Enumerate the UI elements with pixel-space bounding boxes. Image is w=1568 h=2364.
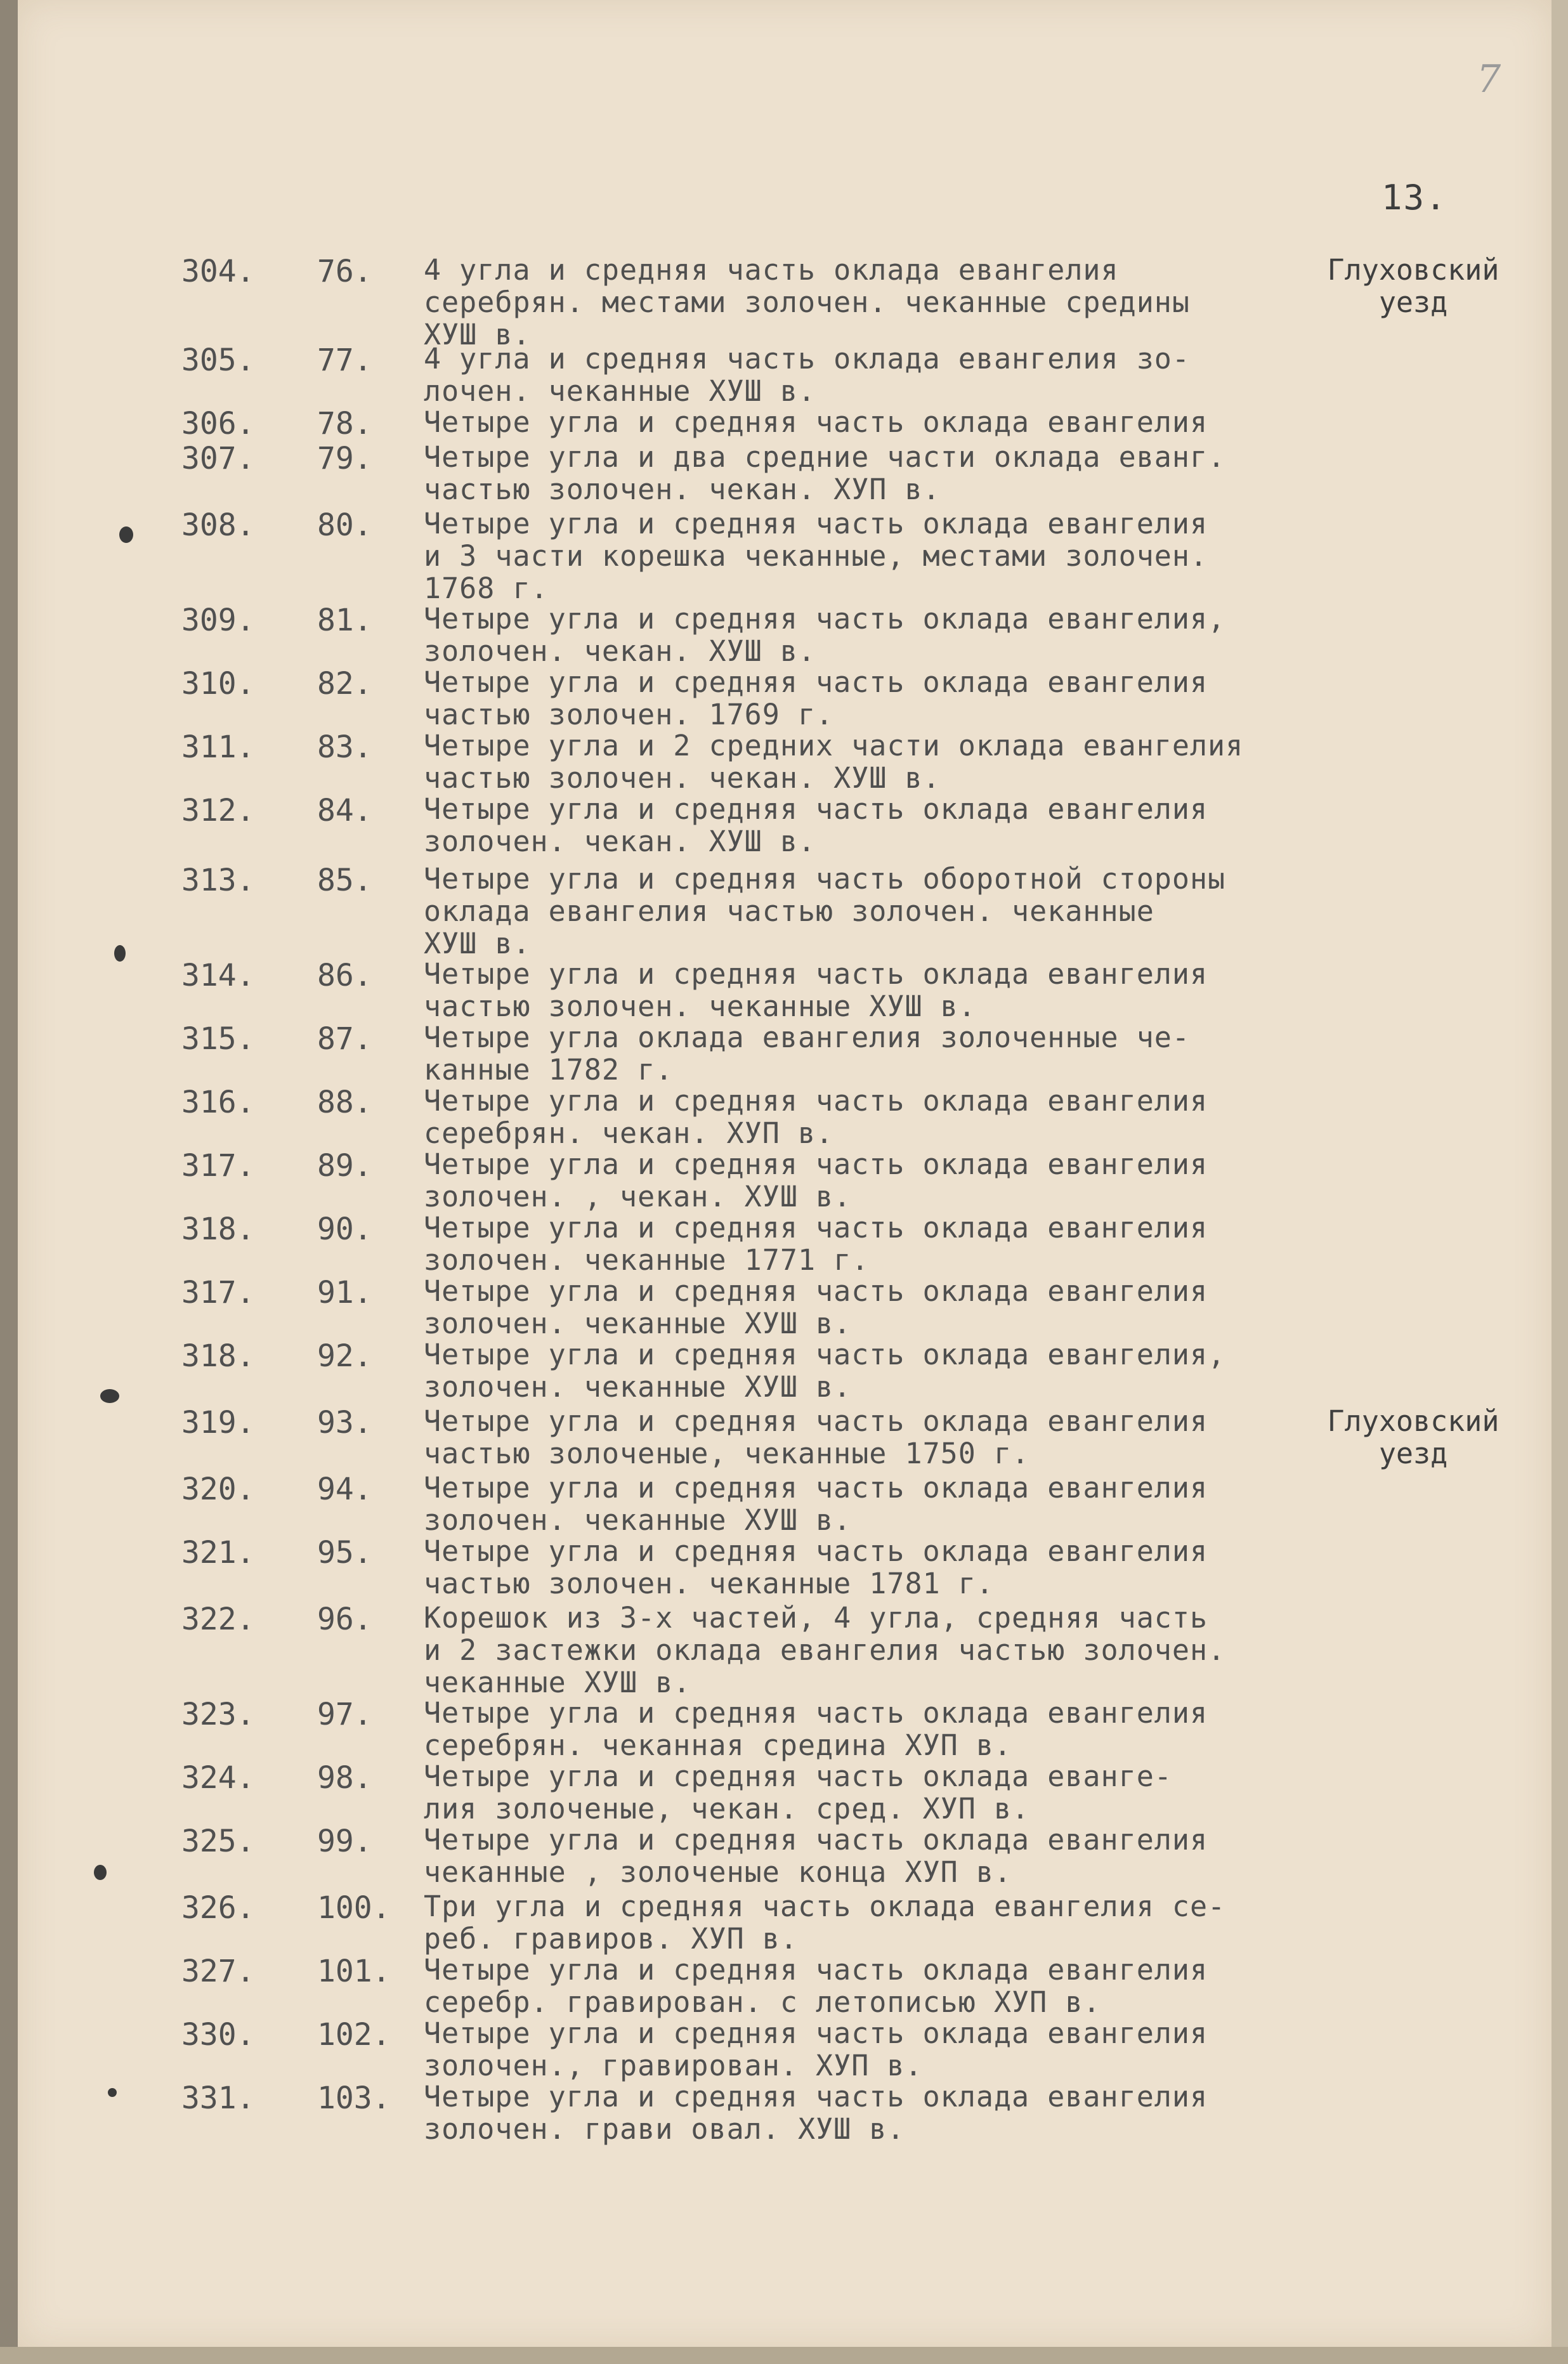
description-line: Четыре угла и 2 средних части оклада евангелия [424, 729, 1244, 762]
description-line: золочен. , чекан. ХУШ в. [424, 1180, 852, 1213]
entry-number: 313. [181, 863, 255, 898]
description-line: лия золоченые, чекан. сред. ХУП в. [424, 1792, 1030, 1825]
description-line: золочен. чеканные ХУШ в. [424, 1307, 852, 1340]
ink-blot [114, 945, 126, 962]
item-description [424, 406, 1337, 438]
description-line: золочен. чекан. ХУШ в. [424, 634, 816, 668]
entry-number: 331. [181, 2080, 255, 2116]
description-line: Четыре угла и средняя часть оклада евангелия [424, 1953, 1208, 1987]
description-line: частью золочен. чеканные ХУШ в. [424, 989, 976, 1023]
description-line: частью золочен. 1769 г. [424, 698, 834, 731]
inventory-number: 84. [317, 793, 372, 828]
description-line: Четыре угла и средняя часть оклада евангелия [424, 1696, 1208, 1730]
page-number: 13. [1382, 178, 1447, 218]
description-line: Четыре угла и средняя часть оклада евангелия [424, 2016, 1208, 2050]
description-line: Четыре угла и два средние части оклада еванг. [424, 440, 1226, 474]
entry-number: 311. [181, 729, 255, 765]
entry-number: 309. [181, 603, 255, 638]
description-line: серебрян. чеканная средина ХУП в. [424, 1728, 1012, 1762]
inventory-number: 102. [317, 2017, 391, 2053]
place-line: уезд [1378, 285, 1448, 319]
entry-number: 324. [181, 1760, 255, 1796]
description-line: чеканные ХУШ в. [424, 1666, 691, 1699]
scan-edge-right [1552, 0, 1568, 2364]
item-description [424, 1760, 1337, 1825]
ink-blot [108, 2088, 117, 2097]
inventory-number: 91. [317, 1275, 372, 1310]
entry-number: 330. [181, 2017, 255, 2053]
inventory-number: 100. [317, 1890, 391, 1926]
description-line: Четыре угла и средняя часть оклада евангелия [424, 1147, 1208, 1181]
description-line: золочен., гравирован. ХУП в. [424, 2049, 923, 2082]
inventory-number: 82. [317, 666, 372, 702]
inventory-number: 83. [317, 729, 372, 765]
inventory-number: 98. [317, 1760, 372, 1796]
inventory-number: 86. [317, 958, 372, 993]
entry-number: 317. [181, 1148, 255, 1184]
description-line: канные 1782 г. [424, 1053, 674, 1087]
description-line: Три угла и средняя часть оклада евангелия се- [424, 1890, 1226, 1923]
description-line: Корешок из 3-х частей, 4 угла, средняя часть [424, 1601, 1208, 1635]
description-line: Четыре угла и средняя часть оклада евангелия [424, 405, 1208, 439]
description-line: Четыре угла оклада евангелия золоченные че- [424, 1021, 1190, 1054]
description-line: Четыре угла и средняя часть оклада евангелия [424, 792, 1208, 826]
item-description [424, 729, 1337, 794]
description-line: золочен. чекан. ХУШ в. [424, 825, 816, 858]
entry-number: 316. [181, 1085, 255, 1120]
item-description [424, 2080, 1337, 2145]
description-line: Четыре угла и средняя часть оклада евангелия, [424, 1338, 1226, 1371]
inventory-number: 80. [317, 507, 372, 543]
description-line: Четыре угла и средняя часть оклада еванге- [424, 1760, 1172, 1793]
entry-number: 304. [181, 254, 255, 289]
description-line: серебрян. чекан. ХУП в. [424, 1116, 834, 1150]
origin-place [1293, 1405, 1534, 1470]
description-line: ХУШ в. [424, 927, 531, 960]
ink-blot [94, 1865, 107, 1880]
item-description [424, 1021, 1337, 1086]
item-description [424, 1472, 1337, 1536]
entry-number: 322. [181, 1602, 255, 1637]
inventory-number: 76. [317, 254, 372, 289]
item-description [424, 1338, 1337, 1403]
description-line: частью золочен. чекан. ХУП в. [424, 473, 941, 506]
item-description [424, 603, 1337, 667]
folio-mark: 7 [1477, 57, 1501, 101]
item-description [424, 793, 1337, 858]
description-line: 4 угла и средняя часть оклада евангелия [424, 253, 1119, 287]
document-sheet [18, 0, 1552, 2347]
description-line: Четыре угла и средняя часть оборотной стороны [424, 862, 1226, 896]
item-description [424, 863, 1337, 960]
scan-edge-left [0, 0, 18, 2364]
item-description [424, 1890, 1337, 1955]
ink-blot [119, 526, 133, 543]
entry-number: 312. [181, 793, 255, 828]
item-description [424, 1602, 1337, 1699]
entry-number: 318. [181, 1338, 255, 1374]
item-description [424, 507, 1337, 604]
description-line: Четыре угла и средняя часть оклада евангелия [424, 957, 1208, 991]
item-description [424, 1697, 1337, 1761]
item-description [424, 1275, 1337, 1340]
inventory-number: 81. [317, 603, 372, 638]
entry-number: 318. [181, 1211, 255, 1247]
item-description [424, 958, 1337, 1022]
inventory-number: 99. [317, 1824, 372, 1859]
item-description [424, 254, 1337, 351]
place-line: Глуховский [1327, 1404, 1499, 1438]
description-line: Четыре угла и средняя часть оклада евангелия [424, 1823, 1208, 1857]
inventory-number: 93. [317, 1405, 372, 1440]
description-line: Четыре угла и средняя часть оклада евангелия [424, 665, 1208, 699]
inventory-number: 101. [317, 1954, 391, 1989]
item-description [424, 1824, 1337, 1888]
item-description [424, 1405, 1337, 1470]
entry-number: 320. [181, 1472, 255, 1507]
entry-number: 317. [181, 1275, 255, 1310]
inventory-number: 85. [317, 863, 372, 898]
entry-number: 306. [181, 406, 255, 441]
inventory-number: 77. [317, 343, 372, 378]
description-line: частью золоченые, чеканные 1750 г. [424, 1437, 1030, 1470]
place-line: уезд [1378, 1437, 1448, 1470]
origin-place [1293, 254, 1534, 318]
item-description [424, 1211, 1337, 1276]
item-description [424, 1085, 1337, 1149]
entry-number: 314. [181, 958, 255, 993]
place-line: Глуховский [1327, 253, 1499, 287]
description-line: и 2 застежки оклада евангелия частью золочен. [424, 1633, 1226, 1667]
entry-number: 308. [181, 507, 255, 543]
description-line: Четыре угла и средняя часть оклада евангелия [424, 1534, 1208, 1568]
inventory-number: 95. [317, 1535, 372, 1571]
description-line: золочен. грави овал. ХУШ в. [424, 2112, 905, 2146]
description-line: серебр. гравирован. с летописью ХУП в. [424, 1985, 1101, 2019]
entry-number: 323. [181, 1697, 255, 1732]
description-line: Четыре угла и средняя часть оклада евангелия, [424, 602, 1226, 636]
entry-number: 310. [181, 666, 255, 702]
description-line: Четыре угла и средняя часть оклада евангелия [424, 2080, 1208, 2113]
item-description [424, 343, 1337, 407]
entry-number: 315. [181, 1021, 255, 1057]
inventory-number: 97. [317, 1697, 372, 1732]
inventory-number: 79. [317, 441, 372, 476]
description-line: Четыре угла и средняя часть оклада евангелия [424, 1211, 1208, 1244]
description-line: частью золочен. чеканные 1781 г. [424, 1567, 994, 1600]
description-line: частью золочен. чекан. ХУШ в. [424, 761, 941, 795]
entry-number: 325. [181, 1824, 255, 1859]
entry-number: 321. [181, 1535, 255, 1571]
scan-edge-bottom [0, 2347, 1568, 2364]
description-line: 1768 г. [424, 571, 549, 605]
entry-number: 307. [181, 441, 255, 476]
item-description [424, 441, 1337, 506]
entry-number: 319. [181, 1405, 255, 1440]
inventory-number: 89. [317, 1148, 372, 1184]
description-line: золочен. чеканные 1771 г. [424, 1243, 870, 1277]
inventory-number: 94. [317, 1472, 372, 1507]
entry-number: 305. [181, 343, 255, 378]
item-description [424, 1535, 1337, 1600]
inventory-number: 90. [317, 1211, 372, 1247]
description-line: лочен. чеканные ХУШ в. [424, 374, 816, 408]
description-line: ХУШ в. [424, 318, 531, 351]
description-line: Четыре угла и средняя часть оклада евангелия [424, 1471, 1208, 1505]
item-description [424, 1954, 1337, 2018]
inventory-number: 78. [317, 406, 372, 441]
ink-blot [100, 1389, 119, 1403]
inventory-number: 87. [317, 1021, 372, 1057]
description-line: Четыре угла и средняя часть оклада евангелия [424, 507, 1208, 540]
inventory-number: 92. [317, 1338, 372, 1374]
description-line: золочен. чеканные ХУШ в. [424, 1370, 852, 1404]
inventory-number: 96. [317, 1602, 372, 1637]
entry-number: 326. [181, 1890, 255, 1926]
description-line: чеканные , золоченые конца ХУП в. [424, 1855, 1012, 1889]
description-line: 4 угла и средняя часть оклада евангелия зо- [424, 342, 1190, 375]
item-description [424, 1148, 1337, 1213]
description-line: реб. гравиров. ХУП в. [424, 1922, 798, 1956]
description-line: Четыре угла и средняя часть оклада евангелия [424, 1274, 1208, 1308]
entry-number: 327. [181, 1954, 255, 1989]
description-line: серебрян. местами золочен. чеканные средины [424, 285, 1190, 319]
description-line: оклада евангелия частью золочен. чеканные [424, 894, 1154, 928]
item-description [424, 666, 1337, 731]
description-line: и 3 части корешка чеканные, местами золочен. [424, 539, 1208, 573]
description-line: Четыре угла и средняя часть оклада евангелия [424, 1404, 1208, 1438]
inventory-number: 103. [317, 2080, 391, 2116]
inventory-number: 88. [317, 1085, 372, 1120]
description-line: золочен. чеканные ХУШ в. [424, 1503, 852, 1537]
item-description [424, 2017, 1337, 2082]
description-line: Четыре угла и средняя часть оклада евангелия [424, 1084, 1208, 1118]
